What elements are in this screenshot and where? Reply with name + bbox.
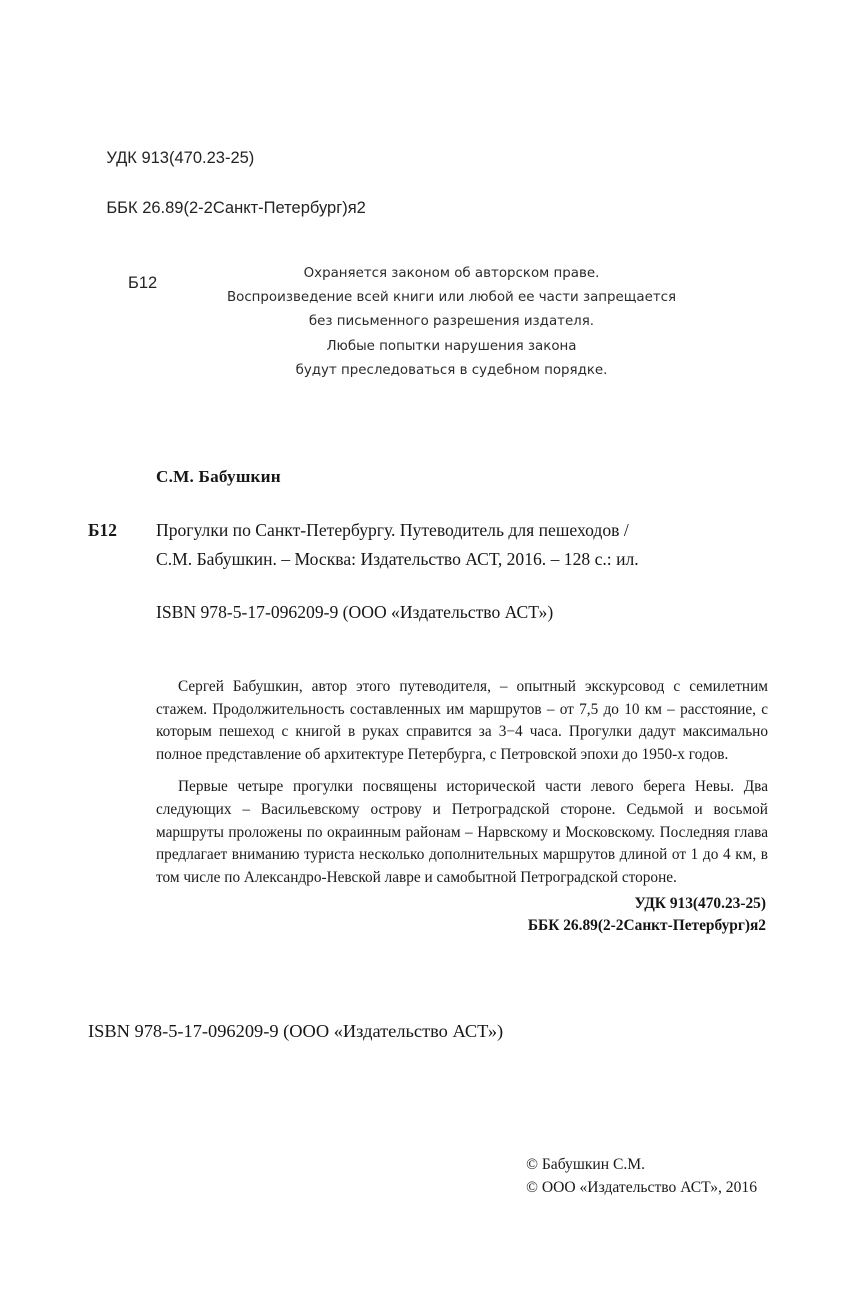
bibliographic-description <box>88 466 778 626</box>
biblio-description-line-1: Прогулки по Санкт-Петербургу. Путеводитель для пешеходов / <box>156 520 629 540</box>
bbk-code-top: ББК 26.89(2-2Санкт-Петербург)я2 <box>106 199 366 217</box>
classification-bottom-block <box>528 893 766 936</box>
author-name: С.М. Бабушкин <box>156 467 281 486</box>
legal-notice-line-4: Любые попытки нарушения закона <box>326 338 577 354</box>
legal-notice-block <box>0 262 845 383</box>
legal-notice-line-3: без письменного разрешения издателя. <box>308 314 595 330</box>
biblio-description-text <box>156 516 778 573</box>
udk-code-top: УДК 913(470.23-25) <box>106 149 255 167</box>
bbk-code-bottom: ББК 26.89(2-2Санкт-Петербург)я2 <box>527 916 766 934</box>
biblio-entry <box>88 516 778 573</box>
copyright-line-author: © Бабушкин С.М. <box>526 1156 646 1173</box>
biblio-description-line-2: С.М. Бабушкин. – Москва: Издательство АСТ, 2016. – 128 с.: ил. <box>156 548 639 569</box>
annotation-paragraph-2: Первые четыре прогулки посвящены исторической части левого берега Невы. Два следующих – Васильевскому острову и Петроградской стороне. Седьмой и восьмой маршруты проложены по окраинным районам – Нарвскому и Московскому. Последняя глава предлагает вниманию туриста несколько дополнительных маршрутов длиной от 1 до 4 км, в том числе по Александро-Невской лавре и самобытной Петроградской стороне. <box>156 778 768 886</box>
copyright-line-publisher: © ООО «Издательство АСТ», 2016 <box>526 1178 757 1196</box>
udk-code-bottom: УДК 913(470.23-25) <box>634 895 766 912</box>
annotation-paragraph-1: Сергей Бабушкин, автор этого путеводителя, – опытный экскурсовод с семилетним стажем. Продолжительность составленных им маршрутов – от 7,5 до 10 км – расстояние, с которым пешеход с книгой в руках справится за 3−4 часа. Прогулки дадут максимально полное представление об архитектуре Петербурга, с Петровской эпохи до 1950-х годов. <box>156 678 768 763</box>
legal-notice-line-5: будут преследоваться в судебном порядке. <box>295 362 608 378</box>
legal-notice-line-1: Охраняется законом об авторском праве. <box>303 266 600 281</box>
copyright-holders-block <box>526 1154 757 1199</box>
annotation-block <box>156 676 768 889</box>
isbn-biblio: ISBN 978-5-17-096209-9 (ООО «Издательство АСТ») <box>156 602 554 622</box>
author-sign-top: Б12 <box>128 274 158 292</box>
isbn-footer: ISBN 978-5-17-096209-9 (ООО «Издательство АСТ») <box>88 1021 504 1041</box>
legal-notice-line-2: Воспроизведение всей книги или любой ее части запрещается <box>226 290 677 306</box>
author-sign-biblio: Б12 <box>88 520 117 540</box>
